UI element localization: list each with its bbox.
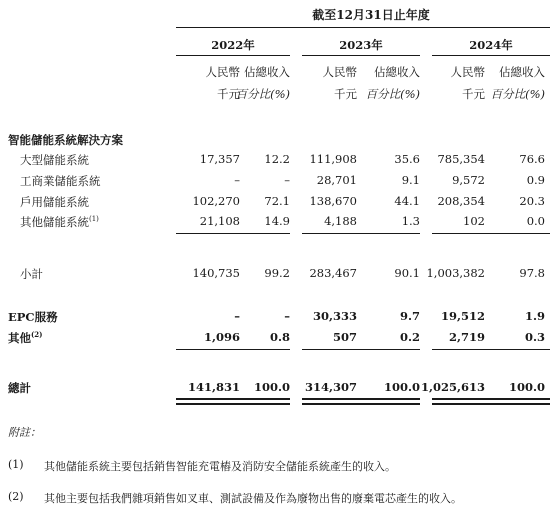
row-label: EPC服務 [8, 310, 58, 324]
row-label: 工商業儲能系統 [20, 174, 101, 188]
footnote-marker: (2) [31, 330, 43, 340]
row-value: 140,735 [192, 266, 240, 280]
row-value: 9.1 [401, 173, 420, 187]
row-label: 其他$^{(2)}$ [8, 330, 43, 345]
row-value: – [284, 309, 290, 323]
year-2022: 2022年 [211, 38, 255, 52]
row-label: 戶用儲能系統 [20, 195, 89, 209]
row-value: 100.0 [383, 380, 420, 394]
row-value: 283,467 [309, 266, 357, 280]
row-value: 28,701 [316, 173, 357, 187]
row-value: 0.3 [524, 330, 545, 344]
row-value: 314,307 [304, 380, 357, 394]
row-value: 19,512 [440, 309, 485, 323]
row-label: 大型儲能系統 [20, 153, 89, 167]
col-header-pct: 佔總收入 [499, 65, 545, 79]
other-rule [302, 349, 420, 350]
total-double-rule [302, 398, 420, 405]
other-rule [176, 349, 290, 350]
year-rule-2022 [176, 55, 290, 56]
row-value: 35.6 [394, 152, 420, 166]
row-value: 9.7 [399, 309, 420, 323]
row-value: 1,003,382 [426, 266, 485, 280]
col-header-rmb-unit: 千元 [334, 87, 357, 101]
note-1-mark: (1) [8, 458, 24, 471]
row-value: 72.1 [264, 194, 290, 208]
col-header-rmb-unit: 千元 [217, 87, 240, 101]
other-rule [432, 349, 550, 350]
note-2-mark: (2) [8, 490, 24, 503]
row-value: 785,354 [437, 152, 485, 166]
row-value: 1,096 [203, 330, 240, 344]
row-label: 其他儲能系統$^{(1)}$ [20, 215, 99, 229]
row-value: – [234, 173, 240, 187]
row-value: 111,908 [309, 152, 357, 166]
row-value: 21,108 [199, 214, 240, 228]
row-value: 17,357 [199, 152, 240, 166]
row-value: 12.2 [264, 152, 290, 166]
row-value: – [284, 173, 290, 187]
header-rule [176, 27, 550, 28]
row-value: – [234, 309, 240, 323]
row-value: 0.9 [526, 173, 545, 187]
row-value: 76.6 [519, 152, 545, 166]
row-value: 99.2 [264, 266, 290, 280]
row-value: 4,188 [324, 214, 357, 228]
section-title: 智能儲能系統解決方案 [8, 133, 123, 147]
row-value: 9,572 [452, 173, 485, 187]
subtotal-rule [432, 233, 550, 234]
row-value: 14.9 [264, 214, 290, 228]
row-value: 97.8 [519, 266, 545, 280]
year-rule-2024 [432, 55, 550, 56]
row-value: 208,354 [437, 194, 485, 208]
note-1-text: 其他儲能系統主要包括銷售智能充電樁及消防安全儲能系統產生的收入。 [44, 460, 396, 473]
period-header: 截至12月31日止年度 [312, 8, 430, 22]
col-header-rmb-unit: 千元 [462, 87, 485, 101]
row-value: 507 [332, 330, 357, 344]
row-label: 總計 [8, 381, 31, 395]
col-header-rmb: 人民幣 [205, 65, 240, 79]
year-2023: 2023年 [339, 38, 383, 52]
subtotal-rule [302, 233, 420, 234]
col-header-pct-unit: 百分比(%) [490, 87, 545, 101]
row-value: 0.2 [399, 330, 420, 344]
row-value: 0.0 [526, 214, 545, 228]
row-value: 1.9 [524, 309, 545, 323]
row-label: 小計 [20, 267, 43, 281]
row-value: 2,719 [448, 330, 485, 344]
note-2-text: 其他主要包括我們雜項銷售如叉車、測試設備及作為廢物出售的廢棄電芯產生的收入。 [44, 492, 462, 505]
col-header-pct: 佔總收入 [374, 65, 420, 79]
col-header-rmb: 人民幣 [322, 65, 357, 79]
row-value: 44.1 [394, 194, 420, 208]
row-value: 20.3 [519, 194, 545, 208]
col-header-pct-unit: 百分比(%) [235, 87, 290, 101]
row-value: 138,670 [309, 194, 357, 208]
year-2024: 2024年 [469, 38, 513, 52]
row-value: 1.3 [401, 214, 420, 228]
row-value: 102,270 [192, 194, 240, 208]
col-header-pct-unit: 百分比(%) [365, 87, 420, 101]
footnote-marker: (1) [89, 215, 99, 224]
notes-title: 附註： [8, 426, 41, 439]
row-value: 0.8 [269, 330, 290, 344]
row-value: 141,831 [187, 380, 240, 394]
year-rule-2023 [302, 55, 420, 56]
subtotal-rule [176, 233, 290, 234]
row-value: 1,025,613 [420, 380, 485, 394]
total-double-rule [432, 398, 550, 405]
row-value: 100.0 [508, 380, 545, 394]
col-header-pct: 佔總收入 [244, 65, 290, 79]
row-value: 100.0 [253, 380, 290, 394]
row-value: 30,333 [312, 309, 357, 323]
row-value: 102 [463, 214, 485, 228]
col-header-rmb: 人民幣 [450, 65, 485, 79]
total-double-rule [176, 398, 290, 405]
row-value: 90.1 [394, 266, 420, 280]
